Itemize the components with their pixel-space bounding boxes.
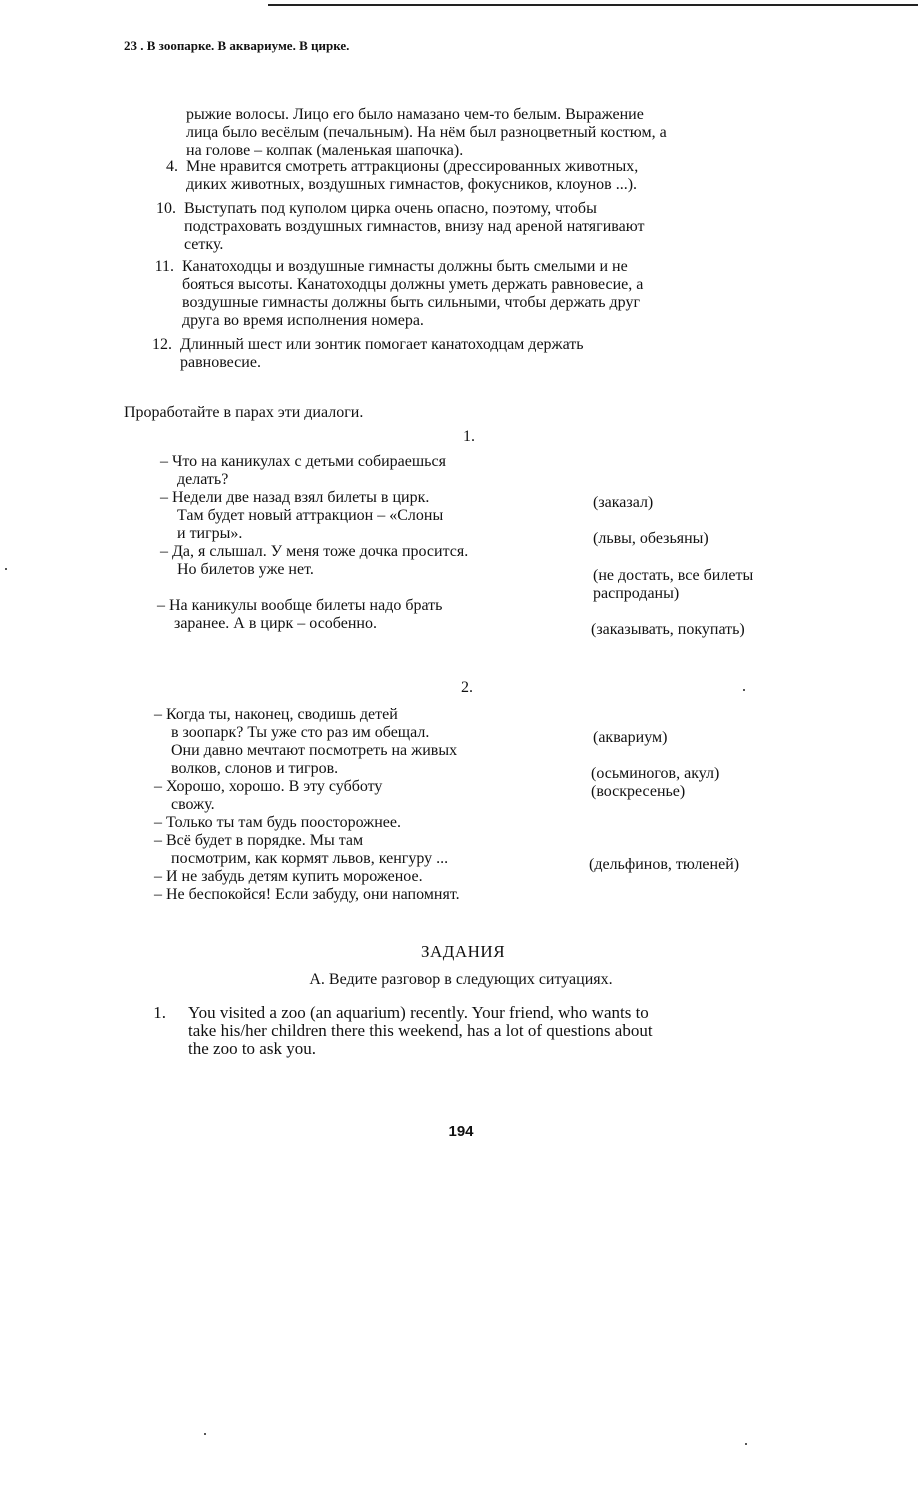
dialogue-1-text xyxy=(160,453,468,579)
scan-speck xyxy=(745,1443,747,1445)
dialogue-line: – И не забудь детям купить мороженое. xyxy=(154,868,423,885)
dialogue-line: волков, слонов и тигров. xyxy=(171,760,339,777)
substitution: (львы, обезьяны) xyxy=(593,530,709,547)
list-item-11 xyxy=(182,258,643,330)
list-line: диких животных, воздушных гимнастов, фокусников, клоунов ...). xyxy=(186,176,638,193)
dialogue-number: 1. xyxy=(463,428,475,445)
dialogue-line: Они давно мечтают посмотреть на живых xyxy=(171,742,458,759)
dialogue-line: – Что на каникулах с детьми собираешься xyxy=(160,453,446,470)
substitution: (осьминогов, акул) xyxy=(591,765,720,782)
substitution: (заказывать, покупать) xyxy=(591,621,745,638)
substitution xyxy=(593,567,753,603)
list-item-number: 11. xyxy=(154,258,174,275)
list-line: рыжие волосы. Лицо его было намазано чем-то белым. Выражение xyxy=(186,106,644,123)
dialogue-line: – Да, я слышал. У меня тоже дочка просится. xyxy=(160,543,469,560)
list-line: лица было весёлым (печальным). На нём был разноцветный костюм, а xyxy=(186,124,667,141)
dialogue-line: – Хорошо, хорошо. В эту субботу xyxy=(154,778,383,795)
substitution-line: (не достать, все билеты xyxy=(593,567,754,584)
dialogue-line: в зоопарк? Ты уже сто раз им обещал. xyxy=(171,724,430,741)
list-line: сетку. xyxy=(184,236,224,253)
list-line: равновесие. xyxy=(180,354,261,371)
task-a-title: А. Ведите разговор в следующих ситуациях. xyxy=(309,971,613,988)
dialogue-line: делать? xyxy=(177,471,229,488)
list-line: Выступать под куполом цирка очень опасно, поэтому, чтобы xyxy=(184,200,597,217)
dialogue-line: свожу. xyxy=(171,796,215,813)
list-line: воздушные гимнасты должны быть сильными, чтобы держать друг xyxy=(182,294,640,311)
dialogue-number: 2. xyxy=(461,679,473,696)
dialogue-line: заранее. А в цирк – особенно. xyxy=(174,615,377,632)
substitution: (воскресенье) xyxy=(591,783,686,800)
running-header: 23 . В зоопарке. В аквариуме. В цирке. xyxy=(124,38,350,53)
list-line: Мне нравится смотреть аттракционы (дрессированных животных, xyxy=(186,158,639,175)
dialogue-line: Там будет новый аттракцион – «Слоны xyxy=(177,507,444,524)
list-item-number: 10. xyxy=(156,200,176,217)
list-line: Канатоходцы и воздушные гимнасты должны быть смелыми и не xyxy=(182,258,628,275)
task-item-number: 1. xyxy=(153,1003,166,1022)
dialogue-line: – Только ты там будь поосторожнее. xyxy=(154,814,401,831)
scan-speck xyxy=(5,568,7,570)
dialogue-line: – Недели две назад взял билеты в цирк. xyxy=(160,489,430,506)
list-item-4 xyxy=(186,158,638,194)
dialogue-line: и тигры». xyxy=(177,525,243,542)
list-line: бояться высоты. Канатоходцы должны уметь держать равновесие, а xyxy=(182,276,644,293)
list-line: подстраховать воздушных гимнастов, внизу над ареной натягивают xyxy=(184,218,645,235)
substitution: (дельфинов, тюленей) xyxy=(589,856,740,873)
substitution: (аквариум) xyxy=(593,729,668,746)
task-line: the zoo to ask you. xyxy=(188,1039,316,1058)
dialogue-line: – На каникулы вообще билеты надо брать xyxy=(157,597,443,614)
dialogue-line: – Не беспокойся! Если забуду, они напомнят. xyxy=(154,886,460,903)
dialogue-line: Но билетов уже нет. xyxy=(177,561,314,578)
list-item-12 xyxy=(180,336,584,372)
tasks-title: ЗАДАНИЯ xyxy=(420,942,506,961)
list-line: на голове – колпак (маленькая шапочка). xyxy=(186,142,464,159)
list-item-10 xyxy=(184,200,644,254)
dialogue-line: – Всё будет в порядке. Мы там xyxy=(154,832,364,849)
dialogue-2-text xyxy=(154,706,460,904)
dialogue-1-text-end xyxy=(157,597,442,633)
list-item-number: 12. xyxy=(152,336,172,353)
substitution: (заказал) xyxy=(593,494,654,511)
scan-speck xyxy=(743,689,745,691)
instruction: Проработайте в парах эти диалоги. xyxy=(124,404,364,421)
list-item-number: 4. xyxy=(166,158,178,175)
top-border-line xyxy=(268,4,918,6)
list-item-continued xyxy=(186,106,667,160)
list-line: друга во время исполнения номера. xyxy=(182,312,424,329)
task-line: take his/her children there this weekend, has a lot of questions about xyxy=(188,1021,653,1040)
dialogue-line: посмотрим, как кормят львов, кенгуру ... xyxy=(171,850,449,867)
page-number: 194 xyxy=(448,1123,474,1140)
dialogue-line: – Когда ты, наконец, сводишь детей xyxy=(154,706,398,723)
task-item-1 xyxy=(188,1004,653,1058)
list-line: Длинный шест или зонтик помогает канатоходцам держать xyxy=(180,336,584,353)
task-line: You visited a zoo (an aquarium) recently. Your friend, who wants to xyxy=(188,1003,649,1022)
scan-speck xyxy=(204,1433,206,1435)
substitution-line: распроданы) xyxy=(593,585,680,602)
